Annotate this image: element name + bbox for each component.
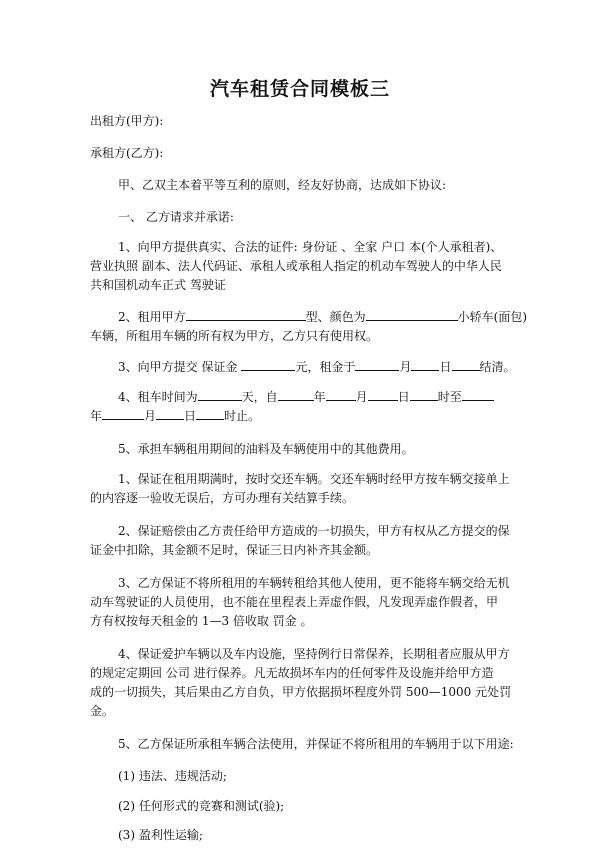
end-hour-blank [196,407,224,420]
s2-item2-line2: 证金中扣除，其金额不足时，保证三日内补齐其金额。 [90,543,379,557]
use-item-1: (1) 违法、违规活动; [118,769,227,783]
s1-item1-line2: 营业执照 副本、法人代码证、承租人或承租人指定的机动车驾驶人的中华人民 [90,259,502,273]
s1-item4-line2: 年 月 日 时止。 [90,409,261,423]
end-year-blank [462,388,494,401]
s2-item3-line2: 动车驾驶证的人员使用，也不能在里程表上弄虚作假，凡发现弄虚作假者，甲 [90,595,499,609]
s1-item1-line3: 共和国机动车正式 驾驶证 [90,278,226,292]
s2-item1-line1: 1、保证在租用期满时，按时交还车辆。交还车辆时经甲方按车辆交接单上 [118,472,510,486]
s2-item3-line3: 方有权按每天租金的 1—3 倍收取 罚金 。 [90,614,313,628]
rent-month-blank [355,358,399,371]
s2-item4-line3: 成的一切损失，其后果由乙方自负，甲方依据损坏程度外罚 500—1000 元处罚 [90,685,512,699]
days-blank [198,388,242,401]
document-title: 汽车租赁合同模板三 [209,78,390,100]
end-month-blank [102,407,144,420]
deposit-blank [241,358,295,371]
s2-item4-line4: 金。 [90,704,115,718]
start-month-blank [326,388,356,401]
lessor-label: 出租方(甲方): [90,114,164,128]
intro-text: 甲、乙双主本着平等互利的原则，经友好协商，达成如下协议: [118,178,447,192]
s2-item2-line1: 2、保证赔偿由乙方责任给甲方造成的一切损失，甲方有权从乙方提交的保 [118,524,510,538]
use-item-2: (2) 任何形式的竞赛和测试(验); [118,799,285,813]
end-day-blank [156,407,184,420]
lessee-label: 承租方(乙方): [90,146,164,160]
section1-heading: 一、 乙方请求并承诺: [118,210,234,224]
s2-item5: 5、乙方保证所承租车辆合法使用，并保证不将所租用的车辆用于以下用途: [118,737,514,751]
start-hour-blank [410,388,438,401]
s1-item3: 3、向甲方提交 保证金 元，租金于 月 日 结清。 [118,360,516,374]
s2-item4-line1: 4、保证爱护车辆以及车内设施，坚持例行日常保养，长期租者应服从甲方 [118,647,510,661]
model-blank [186,308,306,321]
s1-item4-line1: 4、租车时间为 天，自 年 月 日 时至 [118,388,520,407]
s2-item1-line2: 的内容逐一验收无误后，方可办理有关结算手续。 [90,491,355,505]
start-day-blank [368,388,398,401]
start-year-blank [278,388,314,401]
settle-blank [452,358,480,371]
use-item-3: (3) 盈利性运输; [118,828,203,842]
rent-day-blank [411,358,439,371]
s2-item3-line1: 3、乙方保证不将所租用的车辆转租给其他人使用，更不能将车辆交给无机 [118,576,510,590]
color-blank [366,308,458,321]
s1-item1-line1: 1、向甲方提供真实、合法的证件: 身份证 、全家 户口 本(个人承租者)、 [118,240,503,254]
s2-item4-line2: 的规定定期回 公司 进行保养。凡无故损坏车内的任何零件及设施并给甲方造 [90,666,494,680]
s1-item2-line1: 2、租用甲方 型、颜色为 小轿车(面包) [118,310,528,324]
s1-item2-line2: 车辆，所租用车辆的所有权为甲方，乙方只有使用权。 [90,329,379,343]
s1-item5: 5、承担车辆租用期间的油料及车辆使用中的其他费用。 [118,442,414,456]
